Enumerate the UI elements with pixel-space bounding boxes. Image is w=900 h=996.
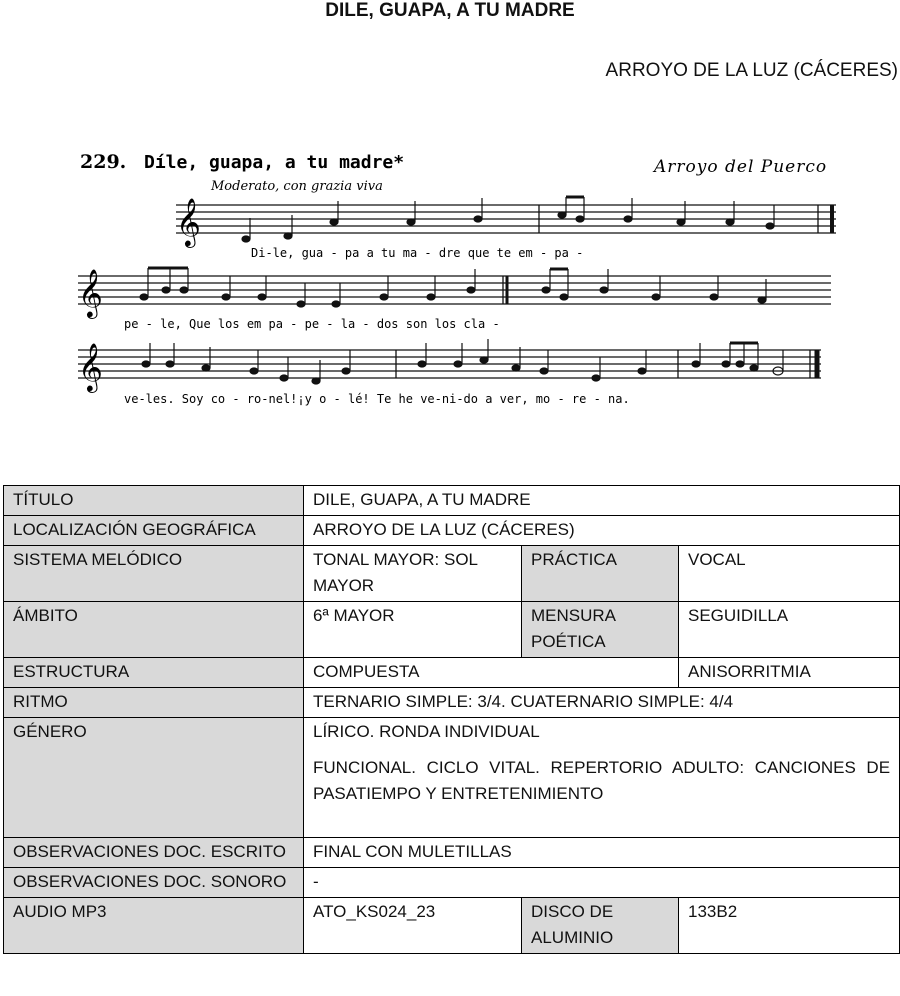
metadata-table — [3, 485, 900, 954]
treble-clef-icon: 𝄞 — [78, 342, 103, 391]
value-sistema-melodico: TONAL MAYOR: SOL MAYOR — [304, 546, 522, 602]
row-ritmo — [4, 688, 900, 718]
document-title: DILE, GUAPA, A TU MADRE — [325, 0, 575, 21]
genero-value-1: LÍRICO. RONDA INDIVIDUAL — [313, 722, 540, 741]
row-obs-escrito — [4, 838, 900, 868]
notes-staff-2 — [140, 268, 766, 307]
value-practica: VOCAL — [679, 546, 900, 602]
staff-1 — [176, 205, 836, 233]
genero-value-2: FUNCIONAL. CICLO VITAL. REPERTORIO ADULTO: CANCIONES DE PASATIEMPO Y ENTRETENIMIENTO — [313, 758, 891, 803]
row-obs-sonoro — [4, 868, 900, 898]
score-place: Arroyo del Puerco — [654, 157, 828, 177]
notes-staff-3 — [142, 339, 783, 384]
label-sistema-melodico: SISTEMA MELÓDICO — [4, 546, 304, 602]
document-location: ARROYO DE LA LUZ (CÁCERES) — [605, 60, 898, 81]
value-localizacion: ARROYO DE LA LUZ (CÁCERES) — [304, 516, 900, 546]
value-audio: ATO_KS024_23 — [304, 898, 522, 954]
paragraph-gap — [313, 745, 890, 755]
label-mensura-poetica: MENSURA POÉTICA — [522, 602, 679, 658]
lyrics-line-3: ve-les. Soy co - ro-nel!¡y o - lé! Te he ve-ni-do a ver, mo - re - na. — [124, 392, 630, 406]
row-estructura — [4, 658, 900, 688]
value-obs-sonoro: - — [304, 868, 900, 898]
row-ambito — [4, 602, 900, 658]
score-tempo: Moderato, con grazia viva — [211, 179, 383, 194]
row-sistema-melodico — [4, 546, 900, 602]
label-genero: GÉNERO — [4, 718, 304, 838]
label-obs-sonoro: OBSERVACIONES DOC. SONORO — [4, 868, 304, 898]
label-ritmo: RITMO — [4, 688, 304, 718]
label-titulo: TÍTULO — [4, 486, 304, 516]
value-ritmo: TERNARIO SIMPLE: 3/4. CUATERNARIO SIMPLE: 4/4 — [304, 688, 900, 718]
value-ambito: 6ª MAYOR — [304, 602, 522, 658]
label-ambito: ÁMBITO — [4, 602, 304, 658]
row-localizacion — [4, 516, 900, 546]
label-disco: DISCO DE ALUMINIO — [522, 898, 679, 954]
staff-3 — [78, 350, 821, 378]
row-genero — [4, 718, 900, 838]
value-mensura-poetica: SEGUIDILLA — [679, 602, 900, 658]
label-practica: PRÁCTICA — [522, 546, 679, 602]
value-estructura-2: ANISORRITMIA — [679, 658, 900, 688]
treble-clef-icon: 𝄞 — [78, 268, 103, 317]
label-obs-escrito: OBSERVACIONES DOC. ESCRITO — [4, 838, 304, 868]
label-estructura: ESTRUCTURA — [4, 658, 304, 688]
row-titulo — [4, 486, 900, 516]
row-audio — [4, 898, 900, 954]
value-titulo: DILE, GUAPA, A TU MADRE — [304, 486, 900, 516]
music-score — [66, 140, 846, 420]
treble-clef-icon: 𝄞 — [176, 197, 201, 246]
score-number: 229. — [80, 151, 127, 173]
lyrics-line-2: pe - le, Que los em pa - pe - la - dos son los cla - — [124, 317, 500, 331]
value-estructura: COMPUESTA — [304, 658, 679, 688]
score-song-title: Díle, guapa, a tu madre* — [144, 152, 405, 173]
value-obs-escrito: FINAL CON MULETILLAS — [304, 838, 900, 868]
value-disco: 133B2 — [679, 898, 900, 954]
label-localizacion: LOCALIZACIÓN GEOGRÁFICA — [4, 516, 304, 546]
label-audio: AUDIO MP3 — [4, 898, 304, 954]
lyrics-line-1: Di-le, gua - pa a tu ma - dre que te em - pa - — [251, 246, 584, 260]
value-genero — [304, 718, 900, 838]
